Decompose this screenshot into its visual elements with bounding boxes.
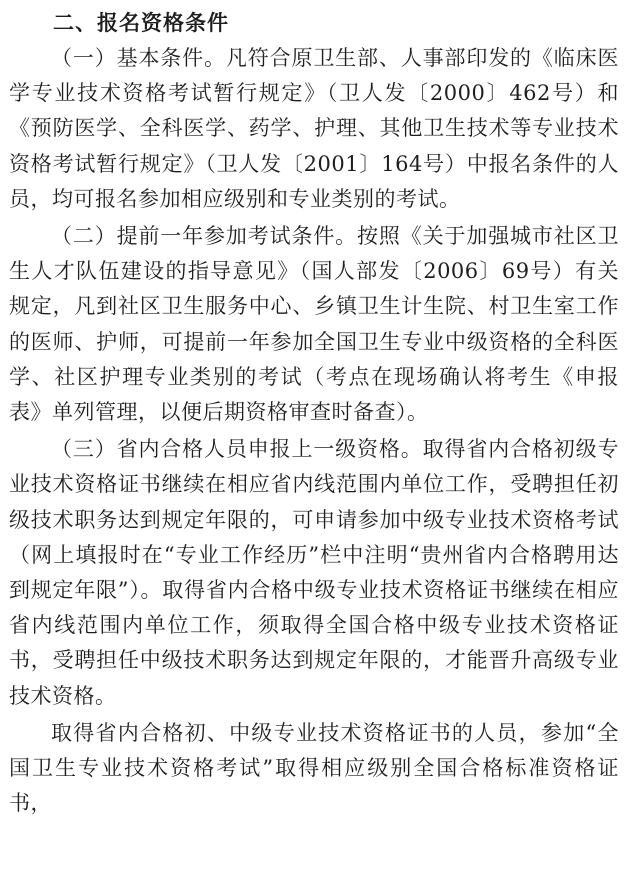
paragraph-early-exam-conditions: （二）提前一年参加考试条件。按照《关于加强城市社区卫生人才队伍建设的指导意见》（国人部发〔2006〕69号）有关规定，凡到社区卫生服务中心、乡镇卫生计生院、村卫生室工作的医师、护师，可提前一年参加全国卫生专业中级资格的全科医学、社区护理专业类别的考试（考点在现场确认将考生《申报表》单列管理，以便后期资格审查时备查）。 [9,224,619,425]
section-heading: 二、报名资格条件 [53,11,229,35]
paragraph-provincial-qualification: （三）省内合格人员申报上一级资格。取得省内合格初级专业技术资格证书继续在相应省内线范围内单位工作，受聘担任初级技术职务达到规定年限的，可申请参加中级专业技术资格考试（网上填报时在“专业工作经历”栏中注明“贵州省内合格聘用达到规定年限”）。取得省内合格中级专业技术资格证书继续在相应省内线范围内单位工作，须取得全国合格中级专业技术资格证书，受聘担任中级技术职务达到规定年限的，才能晋升高级专业技术资格。 [9,437,619,708]
paragraph-basic-conditions: （一）基本条件。凡符合原卫生部、人事部印发的《临床医学专业技术资格考试暂行规定》（卫人发〔2000〕462号）和《预防医学、全科医学、药学、护理、其他卫生技术等专业技术资格考试暂行规定》（卫人发〔2001〕164号）中报名条件的人员，均可报名参加相应级别和专业类别的考试。 [9,46,619,211]
paragraph-national-certificate: 取得省内合格初、中级专业技术资格证书的人员，参加“全国卫生专业技术资格考试”取得相应级别全国合格标准资格证书， [9,720,619,816]
